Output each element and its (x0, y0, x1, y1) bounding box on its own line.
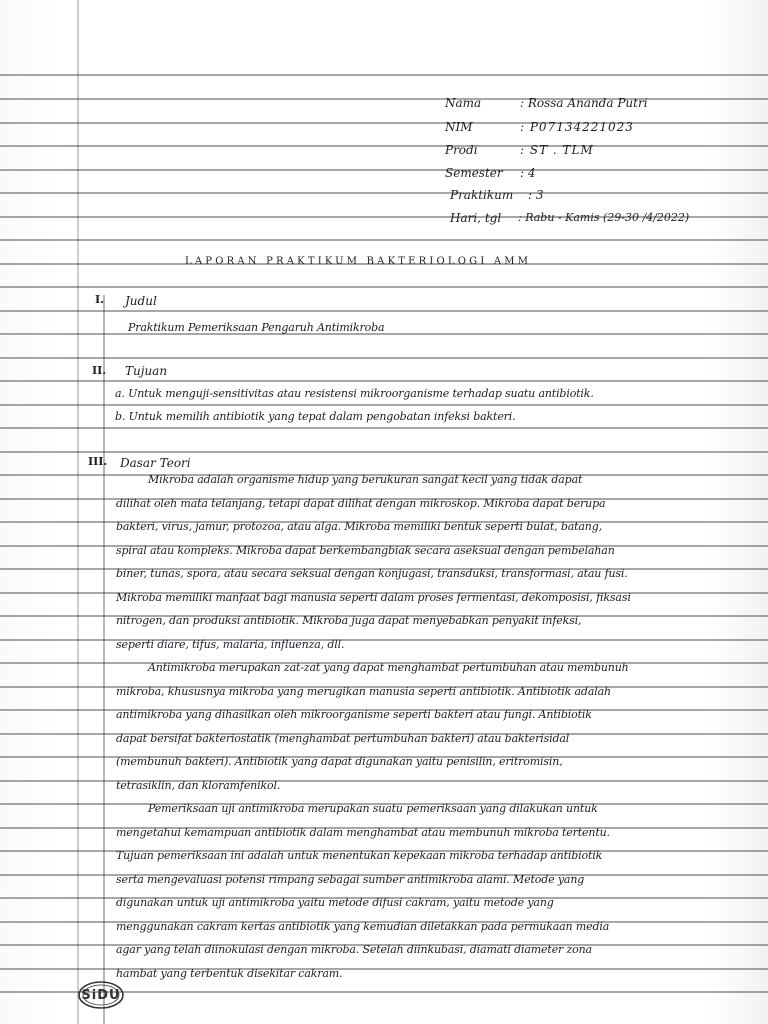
body-line: Tujuan pemeriksaan ini adalah untuk menentukan kepekaan mikroba terhadap antibiotik (116, 849, 603, 862)
body-line: (membunuh bakteri). Antibiotik yang dapat digunakan yaitu penisilin, eritromisin, (116, 755, 563, 768)
report-title: LAPORAN PRAKTIKUM BAKTERIOLOGI AMM (185, 256, 532, 267)
body-line: menggunakan cakram kertas antibiotik yang kemudian diletakkan pada permukaan media (116, 920, 610, 933)
body-line: serta mengevaluasi potensi rimpang sebagai sumber antimikroba alami. Metode yang (116, 873, 585, 886)
praktikum-label: Praktikum (450, 188, 514, 202)
nim-value: : P07134221023 (520, 120, 634, 134)
nama-label: Nama (445, 96, 482, 110)
logo-text: SiDU (81, 987, 121, 1003)
body-line: Mikroba adalah organisme hidup yang berukuran sangat kecil yang tidak dapat (148, 473, 583, 486)
section-2-title: Tujuan (125, 364, 168, 378)
section-2-item-b: b. Untuk memilih antibiotik yang tepat dalam pengobatan infeksi bakteri. (115, 410, 516, 423)
section-2-item-a: a. Untuk menguji-sensitivitas atau resistensi mikroorganisme terhadap suatu antibiotik. (115, 387, 594, 400)
body-line: biner, tunas, spora, atau secara seksual dengan konjugasi, transduksi, transformasi, atau fusi. (116, 567, 628, 580)
section-2-number: II. (92, 364, 107, 377)
body-line: hambat yang terbentuk disekitar cakram. (116, 967, 343, 980)
section-1-text: Praktikum Pemeriksaan Pengaruh Antimikroba (128, 321, 385, 334)
praktikum-value: : 3 (528, 188, 544, 202)
body-line: seperti diare, tifus, malaria, influenza, dll. (116, 638, 345, 651)
body-line: antimikroba yang dihasilkan oleh mikroorganisme seperti bakteri atau fungi. Antibiotik (116, 708, 592, 721)
body-line: bakteri, virus, jamur, protozoa, atau alga. Mikroba memiliki bentuk seperti bulat, batang, (116, 520, 602, 533)
body-line: Antimikroba merupakan zat-zat yang dapat menghambat pertumbuhan atau membunuh (148, 661, 629, 674)
prodi-label: Prodi (445, 143, 478, 157)
body-line: tetrasiklin, dan kloramfenikol. (116, 779, 281, 792)
body-line: mengetahui kemampuan antibiotik dalam menghambat atau membunuh mikroba tertentu. (116, 826, 610, 839)
section-1-number: I. (95, 293, 104, 306)
nim-label: NIM (445, 120, 473, 134)
body-line: Mikroba memiliki manfaat bagi manusia seperti dalam proses fermentasi, dekomposisi, fiksasi (116, 591, 631, 604)
hari-value: : Rabu - Kamis (29-30 /4/2022) (518, 211, 690, 224)
body-line: nitrogen, dan produksi antibiotik. Mikroba juga dapat menyebabkan penyakit infeksi, (116, 614, 582, 627)
section-3-number: III. (88, 455, 108, 468)
nama-value: : Rossa Ananda Putri (520, 96, 648, 110)
sidu-logo (77, 980, 125, 1010)
semester-value: : 4 (520, 166, 536, 180)
body-line: mikroba, khususnya mikroba yang merugikan manusia seperti antibiotik. Antibiotik adalah (116, 685, 611, 698)
body-line: spiral atau kompleks. Mikroba dapat berkembangbiak secara aseksual dengan pembelahan (116, 544, 615, 557)
body-line: dilihat oleh mata telanjang, tetapi dapat dilihat dengan mikroskop. Mikroba dapat berupa (116, 497, 606, 510)
body-line: digunakan untuk uji antimikroba yaitu metode difusi cakram, yaitu metode yang (116, 896, 554, 909)
body-line: Pemeriksaan uji antimikroba merupakan suatu pemeriksaan yang dilakukan untuk (148, 802, 598, 815)
semester-label: Semester (445, 166, 503, 180)
prodi-value: : ST . TLM (520, 143, 594, 157)
section-3-title: Dasar Teori (120, 456, 191, 470)
hari-label: Hari, tgl (450, 211, 502, 225)
body-line: agar yang telah diinokulasi dengan mikroba. Setelah diinkubasi, diamati diameter zona (116, 943, 592, 956)
body-line: dapat bersifat bakteriostatik (menghambat pertumbuhan bakteri) atau bakterisidal (116, 732, 570, 745)
section-1-title: Judul (125, 294, 157, 308)
